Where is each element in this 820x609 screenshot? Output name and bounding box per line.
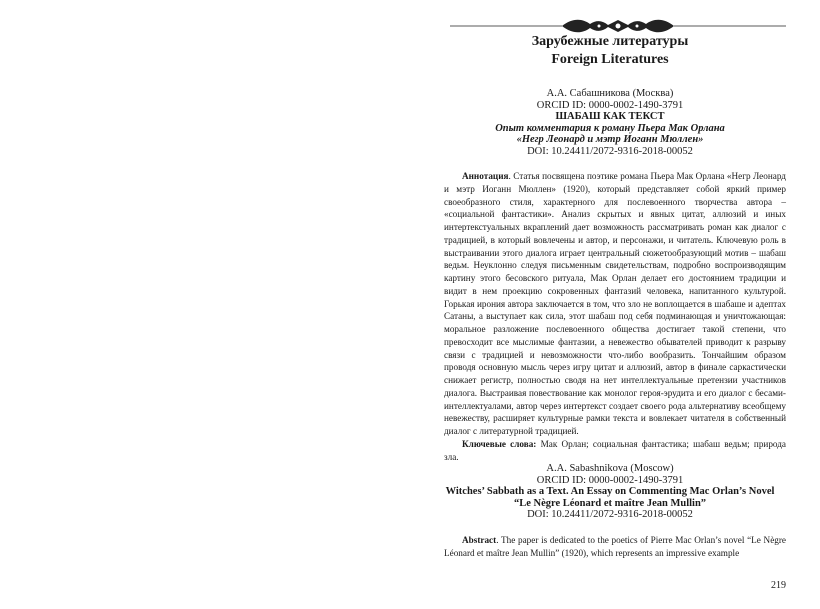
en-article-header	[434, 463, 786, 521]
ru-abstract	[444, 170, 786, 463]
en-author: A.A. Sabashnikova (Moscow)	[546, 463, 674, 474]
section-title-ru: Зарубежные литературы	[531, 34, 689, 49]
ornament-icon	[450, 18, 786, 34]
ru-article-header	[434, 88, 786, 157]
ru-keywords-text: Мак Орлан; социальная фантастика; шабаш ведьм; природа зла.	[444, 438, 787, 462]
ru-article-title: ШАБАШ КАК ТЕКСТ	[555, 111, 665, 122]
header-ornament	[450, 18, 786, 34]
en-abstract-label: Abstract	[462, 535, 497, 545]
ru-abstract-label: Аннотация	[462, 171, 509, 181]
ru-orcid: ORCID ID: 0000-0002-1490-3791	[536, 99, 684, 111]
en-abstract-paragraph	[444, 534, 786, 560]
en-abstract	[444, 534, 786, 560]
ru-keywords	[444, 438, 786, 464]
en-article-title-line-2: “Le Nègre Léonard et maître Jean Mullin”	[513, 497, 707, 509]
ru-article-subtitle-line-1: Опыт комментария к роману Пьера Мак Орлана	[495, 122, 725, 134]
ru-doi: DOI: 10.24411/2072-9316-2018-00052	[527, 145, 693, 157]
page-number: 219	[771, 580, 786, 591]
ru-abstract-text: . Статья посвящена поэтике романа Пьера Мак Орлана «Негр Леонард и мэтр Иоганн Мюллен» (1920), который представляет собой яркий пример своеобразного стиля, характерного для послевоенного творчества автора – «социальной фантастики». Анализ скрытых и явных цитат, аллюзий и иных интертекстуальных вкраплений дает возможность рассматривать роман как диалог с традицией, в который вовлечены и автор, и персонажи, и читатель. Ключевую роль в выстраивании этого диалога играет центральный сюжетообразующий мотив – шабаш ведьм. Неуклонно следуя письменным свидетельствам, подробно воспроизводящим картину этого бесовского ритуала, Мак Орлан делает его достоянием традиции и видит в нем проекцию сокровенных фантазий человека, напитанного культурой. Горькая ирония автора заключается в том, что зло не воплощается в шабаше и адептах Сатаны, а выступает как сила, этот шабаш под себя подминающая и уничтожающая: моральное разложение послевоенного общества достигает такой степени, что превосходит все мыслимые фантазии, а невежество обывателей приводит к разрыву связи с традицией и невозможности что-либо вообразить. Тончайшим образом проводя основную мысль через игру цитат и аллюзий, автор в финале саркастически снижает регистр, полностью сводя на нет интеллектуальные претензии участников диалога. Выстраивая повествование как монолог героя-эрудита и его диалог с бесами-интеллектуалами, автор через интертекст создает своего рода альтернативу всеобщему невежеству, расширяет культурные рамки текста и вовлекает читателя в собственный диалог с литературной традицией.	[444, 171, 786, 436]
ru-article-subtitle-line-2: «Негр Леонард и мэтр Иоганн Мюллен»	[516, 134, 704, 145]
en-doi: DOI: 10.24411/2072-9316-2018-00052	[527, 509, 693, 520]
en-orcid: ORCID ID: 0000-0002-1490-3791	[536, 474, 684, 486]
section-title-en: Foreign Literatures	[551, 52, 669, 67]
ru-author: А.А. Сабашникова (Москва)	[546, 88, 674, 99]
en-article-title-line-1: Witches’ Sabbath as a Text. An Essay on Commenting Mac Orlan’s Novel	[445, 486, 775, 497]
ru-abstract-paragraph	[444, 170, 786, 438]
ru-keywords-label: Ключевые слова:	[462, 438, 537, 449]
journal-page	[434, 0, 786, 609]
en-abstract-text: . The paper is dedicated to the poetics of Pierre Mac Orlan’s novel “Le Nègre Léonard et maître Jean Mullin” (1920), which represents an impressive example	[444, 535, 786, 558]
